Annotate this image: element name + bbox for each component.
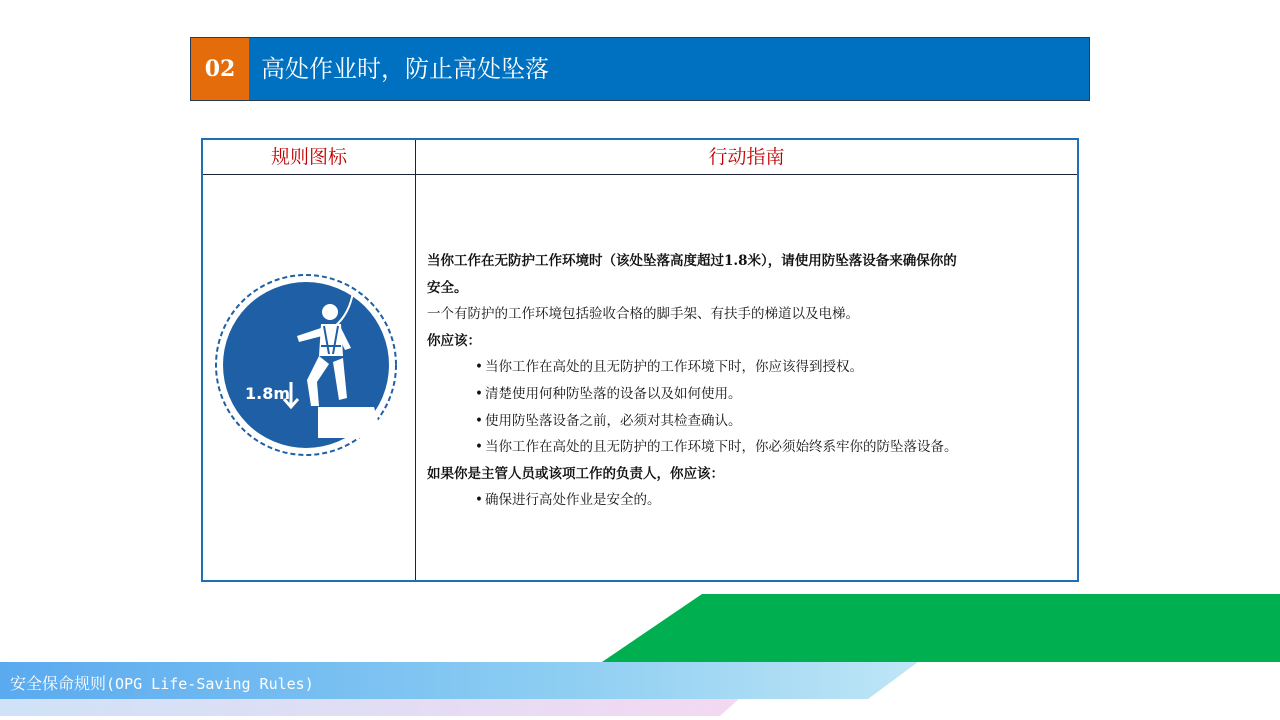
guide-intro-line1: 当你工作在无防护工作环境时（该处坠落高度超过1.8米），请使用防坠落设备来确保你的 [427, 253, 957, 269]
section-title: 高处作业时，防止高处坠落 [261, 55, 549, 83]
list-item: • 确保进行高处作业是安全的。 [475, 492, 661, 509]
column-divider [415, 140, 416, 580]
guide-column-header: 行动指南 [708, 146, 785, 168]
header-row-divider [203, 174, 1077, 175]
action-guide [427, 248, 1067, 514]
guide-you-should: 你应该： [427, 332, 481, 349]
section-header [190, 37, 1090, 101]
icon-height-label: 1.8m [245, 384, 291, 403]
footer-title-cn: 安全保命规则 [10, 674, 107, 693]
footer-title [10, 672, 314, 696]
section-number: 02 [191, 38, 249, 100]
rule-table [201, 138, 1079, 582]
footer-title-en: (OPG Life-Saving Rules) [106, 675, 314, 693]
list-item: • 当你工作在高处的且无防护的工作环境下时，你必须始终系牢你的防坠落设备。 [475, 439, 958, 456]
icon-column-header: 规则图标 [270, 146, 347, 168]
list-item: • 使用防坠落设备之前，必须对其检查确认。 [475, 412, 742, 429]
guide-note: 一个有防护的工作环境包括验收合格的脚手架、有扶手的梯道以及电梯。 [427, 306, 859, 323]
list-item: • 当你工作在高处的且无防护的工作环境下时，你应该得到授权。 [475, 359, 863, 376]
guide-intro-line2: 安全。 [427, 279, 468, 296]
green-band [602, 594, 1280, 662]
guide-supervisor: 如果你是主管人员或该项工作的负责人，你应该： [427, 465, 724, 482]
fall-protection-harness-icon [211, 270, 401, 460]
pale-band [0, 698, 740, 716]
list-item: • 清楚使用何种防坠落的设备以及如何使用。 [475, 385, 742, 402]
